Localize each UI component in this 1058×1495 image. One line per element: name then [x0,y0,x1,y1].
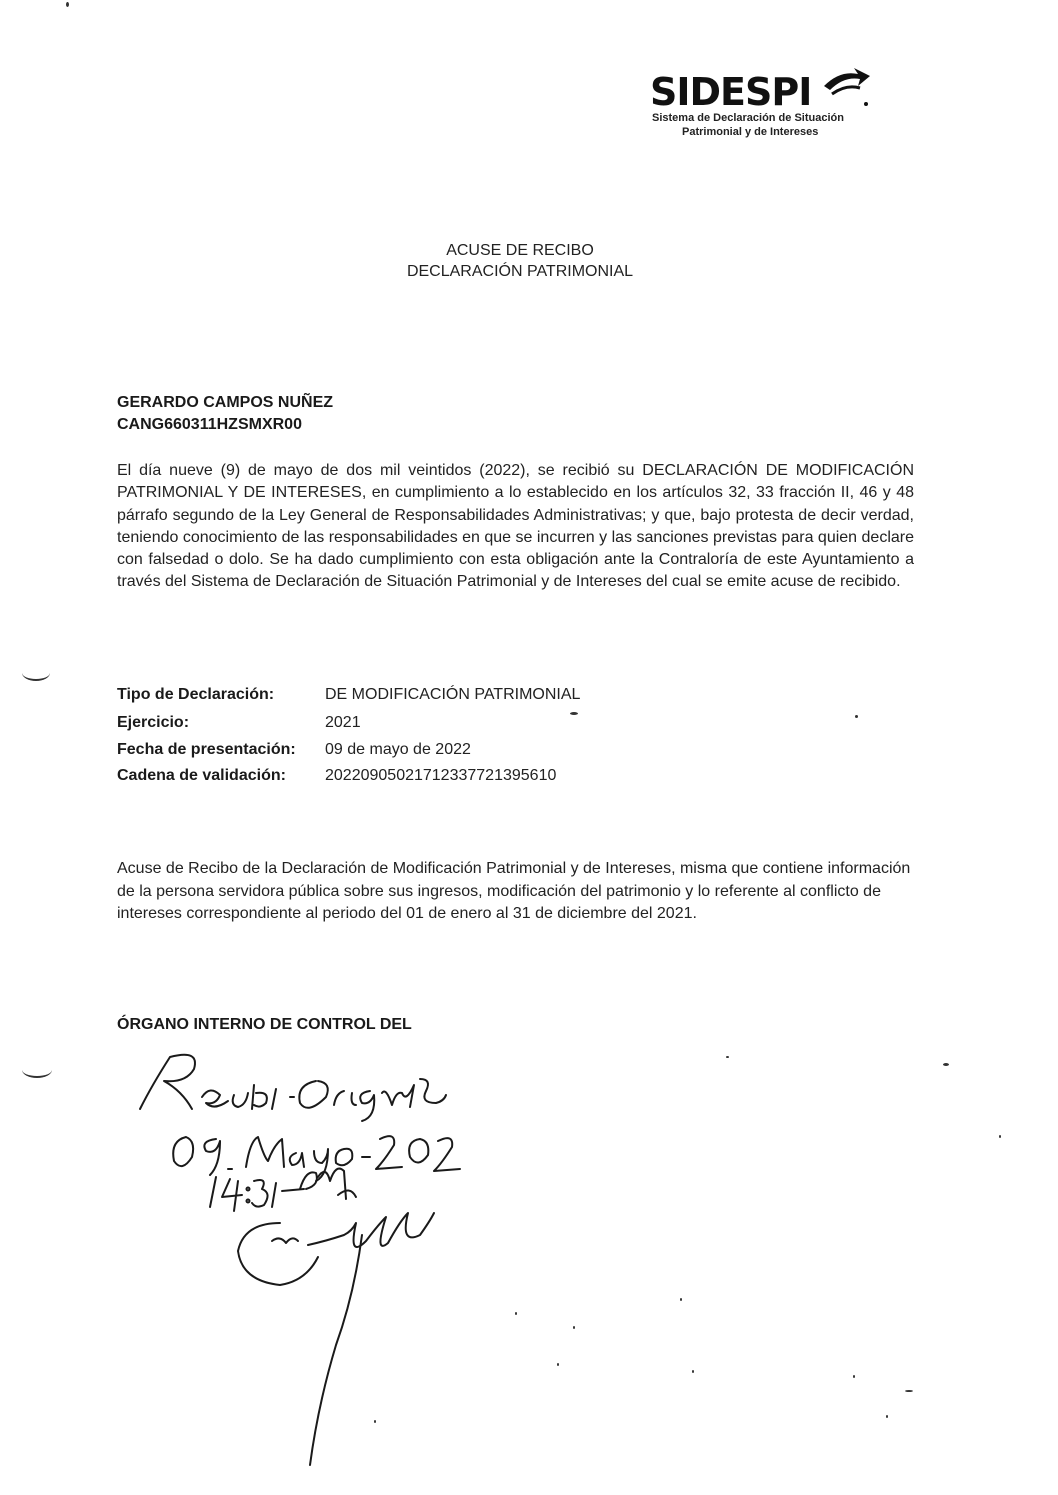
declarant-id: CANG660311HZSMXR00 [117,416,302,433]
field-value-ejercicio: 2021 [325,714,361,731]
field-value-tipo: DE MODIFICACIÓN PATRIMONIAL [325,686,581,703]
scan-speck [999,1135,1001,1138]
scan-speck [692,1370,694,1373]
scan-speck [22,665,50,681]
scan-speck [573,1326,575,1329]
closing-paragraph: Acuse de Recibo de la Declaración de Modificación Patrimonial y de Intereses, misma que contiene información de la persona servidora pública sobre sus ingresos, modificación del patrimonio y lo referente al conflicto de intereses correspondiente al periodo del 01 de enero al 31 de diciembre del 2021. [117,860,911,922]
document-title: ACUSE DE RECIBO [446,242,594,259]
scan-speck [886,1415,888,1418]
document-subtitle: DECLARACIÓN PATRIMONIAL [406,263,634,280]
field-label-ejercicio: Ejercicio: [117,714,190,731]
scan-speck [570,712,578,715]
logo-subtitle-line2: Patrimonial y de Intereses [682,126,819,138]
scan-speck [855,715,858,718]
signature-block-title: ÓRGANO INTERNO DE CONTROL DEL [117,1016,412,1033]
field-label-cadena: Cadena de validación: [117,767,286,784]
scan-speck [680,1298,682,1301]
field-value-fecha: 09 de mayo de 2022 [325,741,471,758]
scan-speck [22,1062,52,1078]
scan-speck [66,2,69,7]
body-paragraph: El día nueve (9) de mayo de dos mil veintidos (2022), se recibió su DECLARACIÓN DE MODIFICACIÓN PATRIMONIAL Y DE INTERESES, en cumplimiento a lo establecido en los artículos 32, 33 fracción II, 46 y 48 párrafo segundo de la Ley General de Responsabilidades Administrativas; y que, bajo protesta de decir verdad, teniendo conocimiento de las responsabilidades en que se incurren y las sanciones previstas para quien declare con falsedad o dolo. Se ha dado cumplimiento con esta obligación ante la Contraloría de este Ayuntamiento a través del Sistema de Declaración de Situación Patrimonial y de Intereses del cual se emite acuse de recibido. [117,462,914,591]
scan-speck [557,1363,559,1366]
arrow-swoosh-icon [820,64,874,112]
scan-speck [374,1420,376,1423]
field-label-tipo: Tipo de Declaración: [117,686,275,703]
handwritten-signature [130,1045,490,1485]
scan-speck [726,1056,729,1058]
logo-wordmark: SIDESPI [650,70,812,114]
scan-speck [943,1063,949,1066]
logo-subtitle-line1: Sistema de Declaración de Situación [652,112,844,124]
scan-speck [905,1390,913,1392]
scan-speck [515,1312,517,1315]
field-label-fecha: Fecha de presentación: [117,741,296,758]
field-value-cadena: 20220905021712337721395610 [325,767,557,784]
scan-speck [853,1375,855,1378]
declarant-name: GERARDO CAMPOS NUÑEZ [117,394,334,411]
sidespi-logo [648,64,874,144]
